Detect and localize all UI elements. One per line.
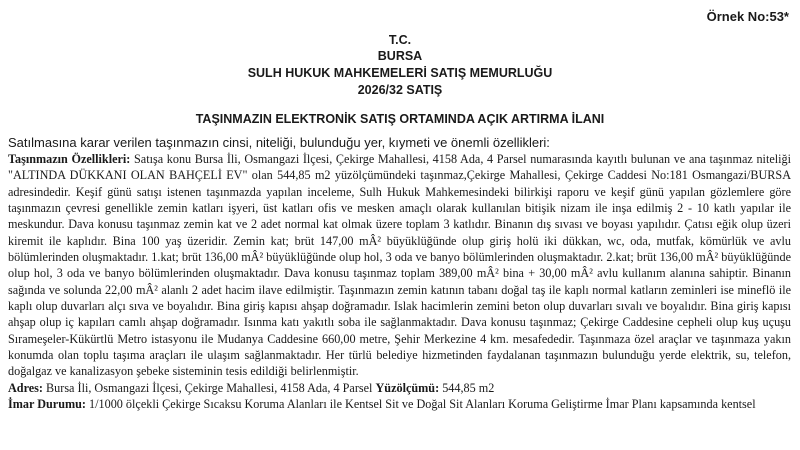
header-city: BURSA <box>377 49 423 63</box>
area-label: Yüzölçümü: <box>375 380 440 395</box>
zoning-text: 1/1000 ölçekli Çekirge Sıcaksu Koruma Alanları ile Kentsel Sit ve Doğal Sit Alanları Koruma Geliştirme İmar Planı kapsamında kentsel <box>85 397 756 412</box>
header-office: SULH HUKUK MAHKEMELERİ SATIŞ MEMURLUĞU <box>247 66 553 80</box>
zoning-paragraph <box>8 396 791 412</box>
property-description: Satışa konu Bursa İli, Osmangazi İlçesi, Çekirge Mahallesi, 4158 Ada, 4 Parsel numarasında kayıtlı bulunan ve ana taşınmaz niteliği "ALTINDA DÜKKANI OLAN BAHÇELİ EV" olan 544,85 m2 yüzölçümündeki taşınmaz,Çekirge Mahallesi, Çekirge Caddesi No:181 Osmangazi/BURSA adresindedir. Keşif günü satışı istenen taşınmazda yapılan inceleme, Sulh Hukuk Mahkemesindeki bilirkişi raporu ve keşif günü yapılan gözlemlere göre taşınmazın çevresi genellikle zemin katları işyeri, üst katları ofis ve mesken amaçlı olarak kullanılan bitişik nizam ile inşa edilmiş 2 - 10 katlı yapılar ile meskundur. Dava konusu taşınmaz zemin kat ve 2 adet normal kat olmak üzere toplam 3 katlıdır. Binanın dış sıvası ve boyası yapılıdır. Çatısı eğik olup üzeri kiremit ile kaplıdır. Bina 100 yaş üzeridir. Zemin kat; brüt 147,00 mÂ² büyüklüğünde olup giriş holü iki dükkan, wc, oda, mutfak, kömürlük ve avlu bölümlerinden oluşmaktadır. 1.kat; brüt 136,00 mÂ² büyüklüğünde olup hol, 3 oda ve banyo bölümlerinden oluşmaktadır. 2.kat; brüt 136,00 mÂ² büyüklüğünde olup hol, 3 oda ve banyo bölümlerinden oluşmaktadır. Dava konusu taşınmaz toplam 389,00 mÂ² bina + 30,00 mÂ² avlu kullanım alanına sahiptir. Binanın sağında ve solunda 22,00 mÂ² alanlı 2 adet hacim ilave edilmiştir. Taşınmazın zemin katının tabanı doğal taş ile kaplı normal katların zeminleri ise mineflö ile kaplı olup duvarları alçı sıva ve boyalıdır. Bina giriş kapısı ahşap doğramadır. Islak hacimlerin zemini beton olup duvarları sıvalı ve boyalıdır. Bina giriş kapısı ahşap olup iç kapıları camlı ahşap doğramadır. Isınma katı yakıtlı soba ile sağlanmaktadır. Dava konusu taşınmaz; Çekirge Caddesine cepheli olup kuş uçuşu Sırameşeler-Kükürtlü Metro istasyonu ile Mudanya Caddesine 660,00 metre, Şehir Merkezine 4 km. mesafededir. Taşınmaza özel araçlar ve taşınmaza yakın konumda olan toplu taşıma araçları ile ulaşım sağlanmaktadır. Her türlü belediye hizmetinden faydalanan taşınmazın bulunduğu yerde elektrik, su, telefon, doğalgaz ve kanalizasyon şebeke sisteminin tesis edildiği belirlenmiştir. <box>8 152 791 379</box>
zoning-label: İmar Durumu: <box>8 397 86 412</box>
area-value: 544,85 m2 <box>439 380 495 395</box>
document-body <box>8 151 791 413</box>
address-text: Bursa İli, Osmangazi İlçesi, Çekirge Mahallesi, 4158 Ada, 4 Parsel <box>42 380 376 395</box>
address-label: Adres: <box>8 380 43 395</box>
sample-number: Örnek No:53* <box>706 9 789 24</box>
header-country: T.C. <box>388 33 412 47</box>
header-file-number: 2026/32 SATIŞ <box>357 83 443 97</box>
address-paragraph <box>8 380 791 396</box>
property-label: Taşınmazın Özellikleri: <box>8 152 131 166</box>
announcement-title: TAŞINMAZIN ELEKTRONİK SATIŞ ORTAMINDA AÇIK ARTIRMA İLANI <box>195 112 605 126</box>
intro-text: Satılmasına karar verilen taşınmazın cinsi, niteliği, bulunduğu yer, kıymeti ve önemli özellikleri: <box>8 135 550 150</box>
property-paragraph <box>8 151 791 380</box>
